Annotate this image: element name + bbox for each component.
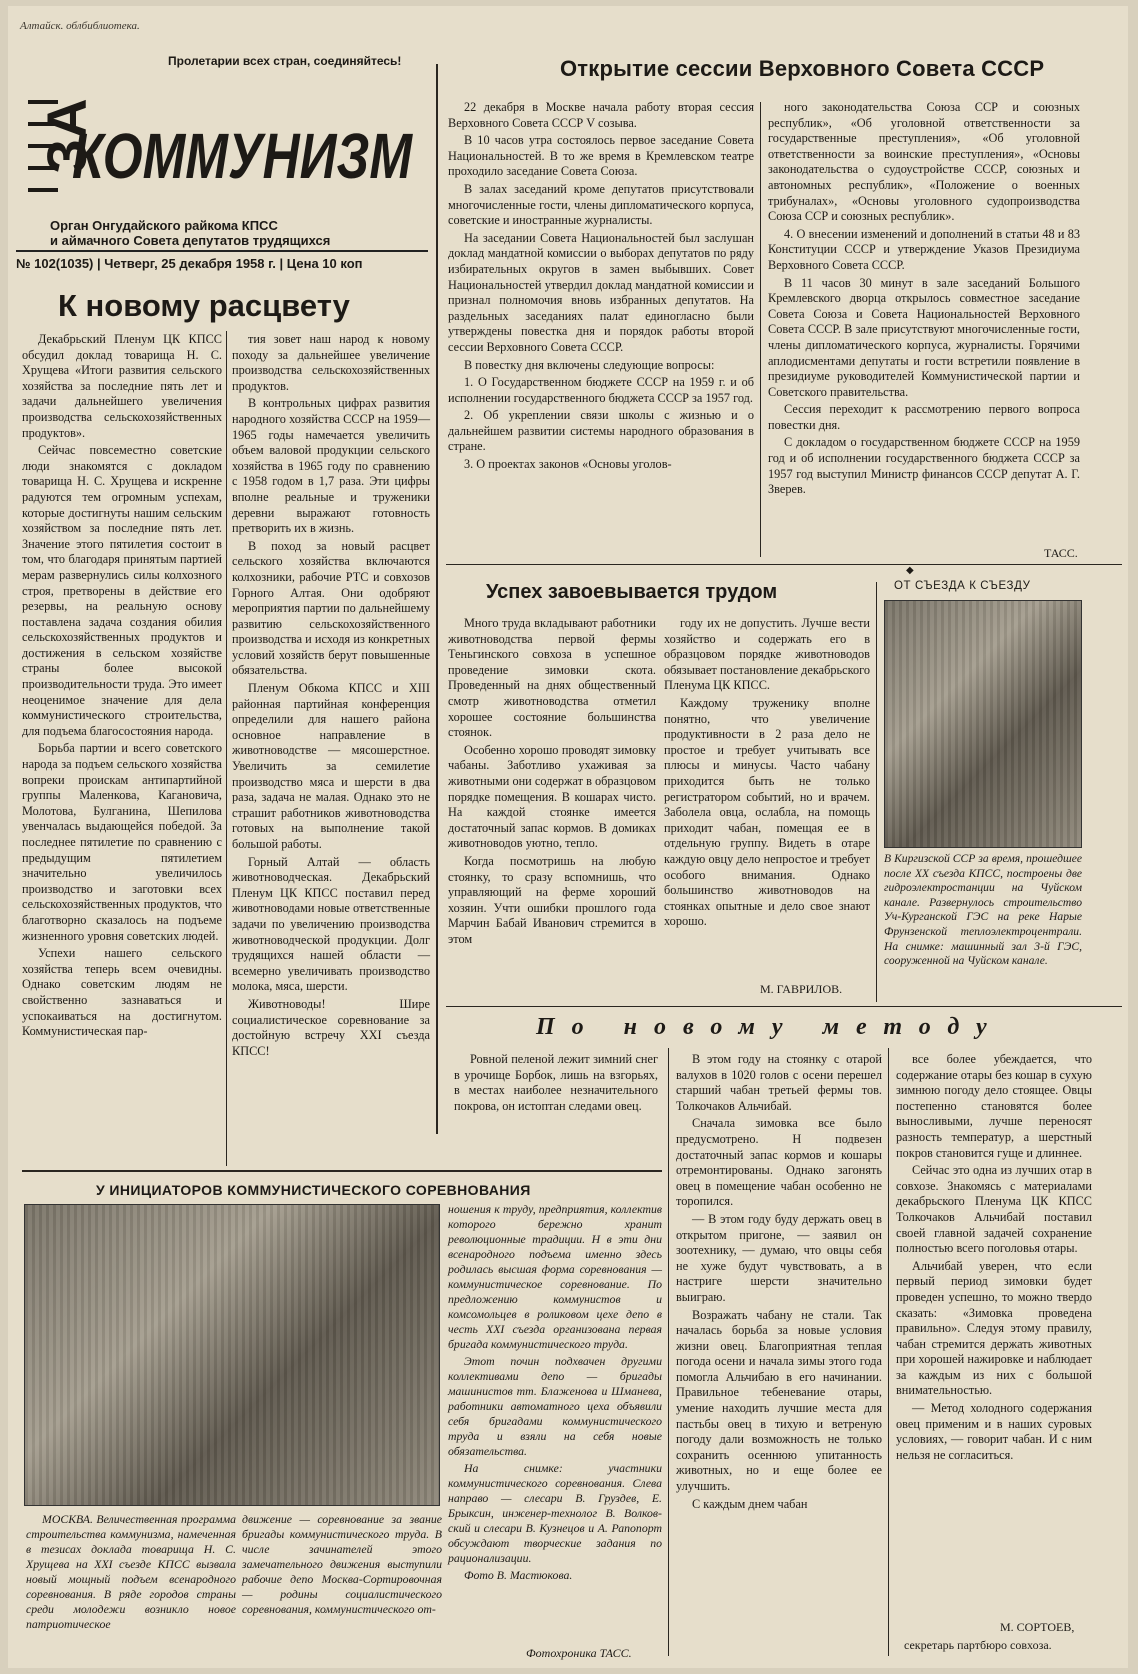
photo-initiators xyxy=(24,1204,440,1506)
initiators-p: Фото В. Мастюкова. xyxy=(464,1568,573,1582)
metod-p: — Метод холодного содержания овец применим и в наших суровых условиях, — говорит чабан. И с ним нельзя не согласиться. xyxy=(896,1401,1092,1462)
uspeh-p: Когда посмотришь на любую стоянку, то сразу вспомнишь, что управляющий на ферме хороший хозяин. Учти ошибки прошлого года Марчин Бабай Иванович стремится в этом xyxy=(448,853,656,946)
lead-headline: К новому расцвету xyxy=(58,288,350,323)
metod-p: Возражать чабану не стали. Так началась борьба за новые условия жизни овец. Благоприятная теплая погода осени и начала зимы этого года помогла Альчибаю в его начинании. Правильное тебеневание отары, умение находить лучшие места для пастьбы овец в тихую и ветреную погоду дали возможность не только сохранить осеннюю упитанность животных, но и еще более ее улучшить. xyxy=(676,1307,882,1494)
rule-metod-2 xyxy=(888,1048,889,1656)
metod-p: Сначала зимовка все было предусмотрено. Н подвезен достаточный запас кормов и кошары отремонтированы. Однако загонять овец в помещение чабан особенно не торопился. xyxy=(676,1116,882,1209)
rule-above-initiators xyxy=(22,1170,662,1172)
metod-p: Альчибай уверен, что если первый период зимовки будет проведен успешно, то можно твердо сказать: «Зимовка проведена правильно». Следуя этому правилу, чабан стремится держать животных при хорошей нажировке и наблюдает за каждым из них с большой внимательностью. xyxy=(896,1258,1092,1398)
lead-p: В поход за новый расцвет сельского хозяйства включаются колхозники, рабочие РТС и совхозов Горного Алтая. Они одобряют мероприятия партии по дальнейшему развитию сельскохозяйственного производства и исходя из конкретных условий хозяйств берут повышенные обязательства. xyxy=(232,538,430,678)
metod-p: С каждым днем чабан xyxy=(692,1496,808,1511)
rule-lead-cols xyxy=(226,331,227,1166)
uspeh-col-2 xyxy=(664,616,870,978)
session-p: В 10 часов утра состоялось первое заседание Совета Национальностей. В то же время в Кремлевском театре проходило заседание Совета Союза. xyxy=(448,133,754,179)
rule-metod-1 xyxy=(668,1048,669,1656)
session-p: 2. Об укреплении связи школы с жизнью и о дальнейшем развитии системы народного образования в стране. xyxy=(448,408,754,454)
session-headline: Открытие сессии Верховного Совета СССР xyxy=(560,56,1045,81)
session-p: Сессия переходит к рассмотрению первого вопроса повестки дня. xyxy=(768,402,1080,432)
lead-p: Борьба партии и всего советского народа за подъем сельского хозяйства вопреки проискам антипартийной группы Маленкова, Кагановича, Молотова, Булганина, Шепилова увенчалась выдающейся победой. За последнее пятилетие по сравнению с предыдущим пятилетием значительно увеличилось производство и заготовки всех сельскохозяйственных продуктов, что благотворно сказалось на подъеме жизненного уровня советских людей. xyxy=(22,741,222,943)
lead-p: Декабрьский Пленум ЦК КПСС обсудил доклад товарища Н. С. Хрущева «Итоги развития сельского хозяйства за последние пять лет и задачи дальнейшего увеличения производства сельскохозяйственных продуктов». xyxy=(22,332,222,440)
session-p: На заседании Совета Национальностей был заслушан доклад мандатной комиссии о выборах депутатов по ряду избирательных округов в замен выбывших. Совет Национальностей утвердил доклад мандатной комиссии и признал полномочия вновь избранных депутатов. На раздельных заседаниях палат единогласно были утверждены повестка дня и порядок работы второй сессии Верховного Совета СССР. xyxy=(448,230,754,354)
initiators-p: движение — соревнование за звание бригады коммунистического труда. В числе зачинателей этого замечательного движения выступили рабочие депо Москва-Сортировочная — родины социалистического соревнования, коммунистического от- xyxy=(242,1512,442,1616)
rule-under-session xyxy=(446,564,1122,565)
session-p: В повестку дня включены следующие вопросы: xyxy=(464,357,715,372)
organ-line-2: и аймачного Совета депутатов трудящихся xyxy=(50,233,331,248)
lead-p: тия зовет наш народ к новому походу за дальнейшее увеличение производства сельскохозяйственных продуктов. xyxy=(232,332,430,393)
library-stamp: Алтайск. облбиблиотека. xyxy=(20,20,140,32)
metod-col-3 xyxy=(896,1052,1092,1612)
organ-line xyxy=(50,218,430,248)
photo-right-kicker: ОТ СЪЕЗДА К СЪЕЗДУ xyxy=(894,580,1031,592)
issue-number: № 102(1035) xyxy=(16,256,94,271)
photo-right-caption-text: В Киргизской ССР за время, прошедшее после XX съезда КПСС, построены две гидроэлектростанции на Чуйском канале. Развернулось строительство Уч-Курганской ГЭС на реке Нарые Фрунзенской теплоэлектроцентрали. На снимке: машинный зал 3-й ГЭС, сооруженной на Чуйском канале. xyxy=(884,852,1082,968)
session-p: 1. О Государственном бюджете СССР на 1959 г. и об исполнении государственного бюджета СССР за 1957 год. xyxy=(448,375,754,405)
session-col-2 xyxy=(768,100,1080,546)
organ-line-1: Орган Онгудайского райкома КПСС xyxy=(50,218,278,233)
lead-col-1 xyxy=(22,332,222,1164)
column-rule-session xyxy=(760,102,761,557)
initiators-right-col xyxy=(448,1202,662,1642)
lead-p: Успехи нашего сельского хозяйства теперь всем очевидны. Однако советским людям не свойственно зазнаваться и успокаиваться на достигнутом. Коммунистическая пар- xyxy=(22,946,222,1039)
session-p: 22 декабря в Москве начала работу вторая сессия Верховного Совета СССР V созыва. xyxy=(448,100,754,130)
column-rule-masthead xyxy=(436,64,438,1134)
initiators-bottom-col-2 xyxy=(242,1512,442,1662)
metod-headline: По новому методу xyxy=(536,1014,1004,1040)
session-signature: ТАСС. xyxy=(1044,546,1078,560)
issue-dateline: № 102(1035) | Четверг, 25 декабря 1958 г. | Цена 10 коп xyxy=(16,250,428,271)
photo-right-caption xyxy=(884,852,1082,1004)
initiators-headline: У ИНИЦИАТОРОВ КОММУНИСТИЧЕСКОГО СОРЕВНОВАНИЯ xyxy=(96,1182,531,1198)
rule-above-metod xyxy=(446,1006,1122,1007)
uspeh-signature: М. ГАВРИЛОВ. xyxy=(760,982,843,996)
metod-p: Сейчас это одна из лучших отар в совхозе. Знакомясь с материалами декабрьского Пленума ЦК КПСС Толкочаков Альчибай поставил своей главной задачей сохранение полностью всего поголовья отары. xyxy=(896,1163,1092,1256)
initiators-bottom-col-1 xyxy=(26,1512,236,1648)
issue-price: Цена 10 коп xyxy=(286,256,363,271)
newspaper-page xyxy=(8,6,1128,1668)
lead-p: В контрольных цифрах развития народного хозяйства СССР на 1959—1965 годы намечается увеличить объем валовой продукции сельского хозяйства в 1965 году по сравнению с 1958 годом в 1,7 раза. Эти цифры вполне реальные и труженики деревни выражают готовность претворить их в жизнь. xyxy=(232,396,430,536)
session-p: В 11 часов 30 минут в зале заседаний Большого Кремлевского дворца открылось совместное заседание Совета Союза и Совета Национальностей Верховного Совета СССР. В зале присутствуют многочисленные гости, члены дипломатического корпуса, журналисты. Горячими аплодисментами депутаты и гости встретили появление в президиуме руководителей Коммунистической партии и Советского правительства. xyxy=(768,275,1080,399)
uspeh-p: Особенно хорошо проводят зимовку чабаны. Заботливо ухаживая за животными они содержат в образцовом порядке помещения. В кошарах чисто. На каждой стоянке имеется достаточный запас кормов. В домиках животноводов уютно, тепло. xyxy=(448,742,656,851)
initiators-p: МОСКВА. Величественная программа строительства коммунизма, намеченная в тезисах доклада товарища Н. С. Хрущева на XXI съезде КПСС вызвала новый мощный подъем всенародного соревнования. В ряде городов страны среди молодежи возникло новое патриотическое xyxy=(26,1512,236,1631)
session-col-1 xyxy=(448,100,754,562)
metod-signature-name: М. СОРТОЕВ, xyxy=(1000,1620,1075,1634)
slogan: Пролетарии всех стран, соединяйтесь! xyxy=(168,54,402,68)
masthead-logo xyxy=(18,84,418,212)
session-p: С докладом о государственном бюджете СССР на 1959 год и об исполнении государственного бюджета СССР за 1957 год выступил Министр финансов СССР депутат А. Г. Зверев. xyxy=(768,435,1080,497)
uspeh-col-1 xyxy=(448,616,656,1000)
initiators-p: На снимке: участники коммунистического соревнования. Слева направо — слесари В. Груздев, Е. Брыксин, инженер-технолог В. Волков- ский и слесари В. Кузнецов и А. Рапопорт обсуждают творческие задания по рационализации. xyxy=(448,1461,662,1565)
logo-main-text: КОММУНИЗМ xyxy=(72,120,414,192)
ornament-diamond-icon: ◆ xyxy=(906,565,914,576)
lead-p: Животноводы! Шире социалистическое соревнование за достойную встречу XXI съезда КПСС! xyxy=(232,996,430,1058)
metod-signature-role: секретарь партбюро совхоза. xyxy=(904,1638,1052,1652)
photo-kyrgyz-ges xyxy=(884,600,1082,848)
metod-col-1 xyxy=(454,1052,658,1160)
logo-za-text: ЗА xyxy=(35,98,98,174)
lead-p: Горный Алтай — область животноводческая. Декабрьский Пленум ЦК КПСС поставил перед животноводами новые ответственные задачи по увеличению производства животноводческой продукции. Долг трудящихся нашей области — всемерно увеличивать производство молока, мяса, шерсти. xyxy=(232,854,430,994)
session-p: 3. О проектах законов «Основы уголов- xyxy=(464,457,672,472)
lead-p: Сейчас повсеместно советские люди знакомятся с докладом товарища Н. С. Хрущева и искренне радуются тем огромным успехам, которые достигнуты нашим сельским хозяйством за последние пять лет. Значение этого пятилетия состоит в том, что благодаря принятым партией мерам развернулись силы колхозного строя, претворены в действие его резервы, на реальную основу поставлена задача создания обилия сельскохозяйственных продуктов и достижения в сельском хозяйстве страны более высокой производительности труда. Это имеет неоценимое значение для дела коммунистического строительства, для подъема благосостояния народа. xyxy=(22,443,222,738)
metod-col-2 xyxy=(676,1052,882,1666)
lead-col-2 xyxy=(232,332,430,1164)
uspeh-p: году их не допустить. Лучше вести хозяйство и содержать его в образцовом порядке животноводов обязывает постановление декабрьского Пленума ЦК КПСС. xyxy=(664,616,870,693)
metod-p: все более убеждается, что содержание отары без кошар в сухую зимнюю погоду дело стоящее. Овцы постепенно становятся более выносливыми, лучше переносят разность температур, а шерстный покров становится гуще и длиннее. xyxy=(896,1052,1092,1160)
rule-photo-right xyxy=(876,582,877,1002)
metod-p: В этом году на стоянку с отарой валухов в 1020 голов с осени перешел старший чабан третьей фермы тов. Толкочаков Альчибай. xyxy=(676,1052,882,1113)
session-p: 4. О внесении изменений и дополнений в статьи 48 и 83 Конституции СССР и утверждение Указов Президиума Верховного Совета СССР. xyxy=(768,226,1080,272)
uspeh-p: Много труда вкладывают работники животноводства первой фермы Теньгинского совхоза в успешное проведение зимовки скота. Проведенный на днях общественный смотр животноводства отметил хорошее состояние большинства стоянок. xyxy=(448,616,656,740)
initiators-p: Этот почин подхвачен другими коллективами депо — бригады машинистов тт. Блаженова и Шманева, работники автоматного цеха объявили себя бригадами коммунистического труда и взяли на себя новые обязательства. xyxy=(448,1354,662,1458)
uspeh-headline: Успех завоевывается трудом xyxy=(486,581,778,603)
initiators-p: ношения к труду, предприятия, коллектив которого бережно хранит революционные традиции. Н в эти дни всенародного подъема именно здесь родилась высшая форма соревнования — коммунистическое соревнование. По предложению коммунистов и комсомольцев в роликовом цехе депо в честь XXI съезда организована первая бригада коммунистического труда. xyxy=(448,1202,662,1351)
metod-p: Ровной пеленой лежит зимний снег в урочище Борбок, лишь на взгорьях, в местах наиболее незначительного покрова, он истоптан следами овец. xyxy=(454,1052,658,1113)
lead-p: Пленум Обкома КПСС и XIII районная партийная конференция определили для нашего района основное направление в животноводстве — мясошерстное. Увеличить за семилетие производство мяса и шерсти в два раза, задача не малая. Однако это не страшит работников животноводства готовых на выполнение такой большой работы. xyxy=(232,681,430,851)
uspeh-p: Каждому труженику вполне понятно, что увеличение продуктивности в 2 раза дело не простое и требует учитывать все плюсы и минусы. Часто чабану приходится быть не только регистратором событий, но и врачем. Заболела овца, ослабла, на помощь приходит чабан, помещая ее в отдельную группу. Видеть в отаре каждую овцу дело непростое и требует особого внимания. Однако большинство животноводов на стоянках опытные и дело свое знают хорошо. xyxy=(664,695,870,929)
session-p: ного законодательства Союза ССР и союзных республик», «Об уголовной ответственности за государственные преступления», «Об уголовной ответственности за воинские преступления», «Основы законодательства о судоустройстве СССР, союзных и автономных республик», «Положение о военных трибуналах», «Основы уголовного судопроизводства Союза ССР и союзных республик». xyxy=(768,100,1080,224)
session-p: В залах заседаний кроме депутатов присутствовали многочисленные гости, члены дипломатического корпуса, советские и иностранные журналисты. xyxy=(448,181,754,228)
issue-date: Четверг, 25 декабря 1958 г. xyxy=(104,256,276,271)
metod-p: — В этом году буду держать овец в открытом пригоне, — заявил он зоотехнику, — думаю, что овцы себя не хуже будут чувствовать, а в настриге шерсти значительно выиграю. xyxy=(676,1211,882,1304)
initiators-credit: Фотохроника ТАСС. xyxy=(526,1646,632,1660)
